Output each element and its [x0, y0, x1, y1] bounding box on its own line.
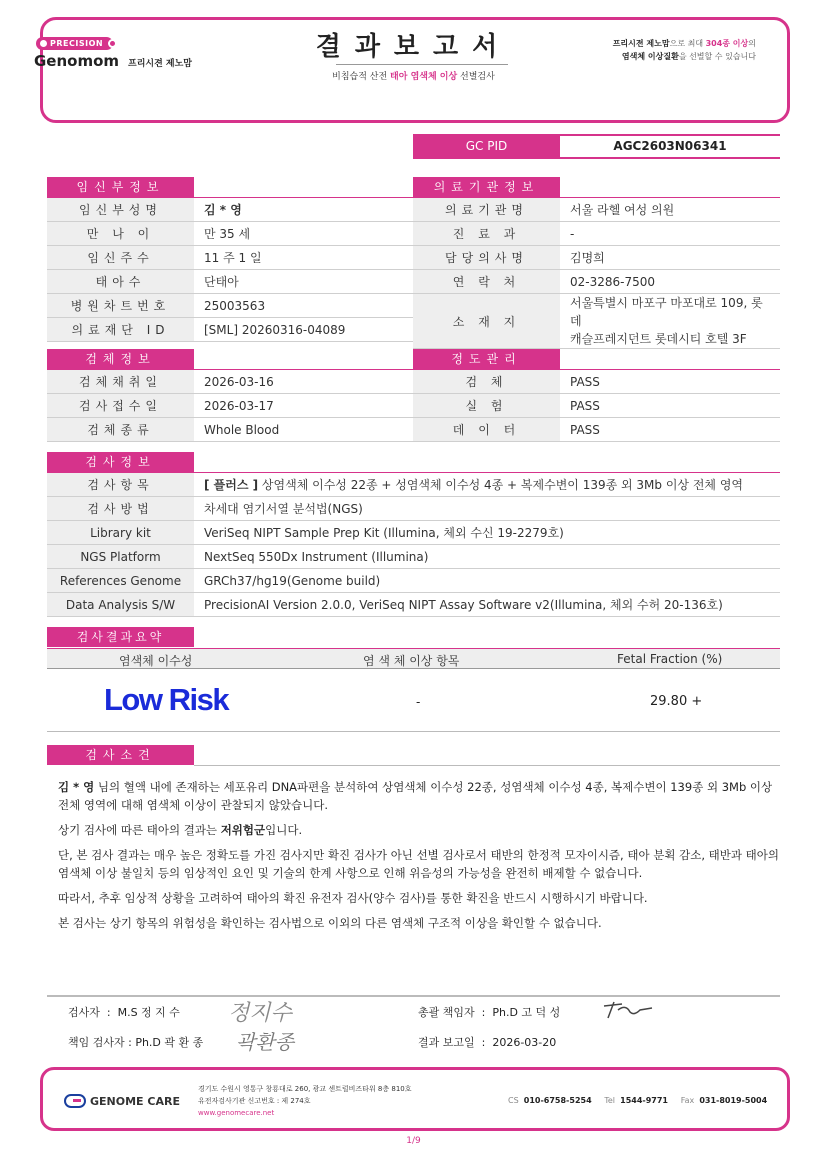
risk-result: Low Risk — [104, 682, 229, 717]
table-row — [47, 198, 413, 222]
findings-sentence: 님의 혈액 내에 존재하는 세포유리 DNA파편을 분석하여 상염색체 이수성 22종, 성염색체 이수성 4종, 복제수변이 139종 외 3Mb 이상 전체 영역에 대해 염색체 이상이 관찰되지 않았습니다. — [58, 780, 773, 812]
medical-info-table — [413, 197, 780, 349]
findings-paragraph — [58, 778, 780, 814]
address-line-1: 서울특별시 마포구 마포대로 109, 롯데 — [570, 296, 763, 328]
findings-rule — [194, 765, 780, 766]
address-line-2: 캐슬프레지던트 롯데시티 호텔 3F — [570, 332, 747, 346]
fax-label: Fax — [680, 1096, 695, 1105]
table-row — [413, 222, 780, 246]
field-value: GRCh37/hg19(Genome build) — [194, 569, 780, 593]
field-value: 서울 라헬 여성 의원 — [560, 198, 780, 222]
table-row — [47, 569, 780, 593]
table-row — [413, 370, 780, 394]
section-medical-info: 의료기관정보 — [413, 177, 560, 197]
gcpid-value: AGC2603N06341 — [560, 134, 780, 159]
cs-number: 010-6758-5254 — [523, 1096, 592, 1105]
result-header-row — [47, 648, 780, 669]
table-row — [47, 270, 413, 294]
report-date-row: 결과 보고일 : 2026-03-20 — [418, 1036, 557, 1049]
genome-care-mark-icon — [64, 1094, 86, 1108]
table-row — [413, 418, 780, 442]
table-row — [413, 198, 780, 222]
field-label: 검사항목 — [47, 473, 194, 497]
signature-divider — [47, 995, 780, 997]
qc-table — [413, 369, 780, 442]
field-label: 검체종류 — [47, 418, 194, 442]
field-value: - — [560, 222, 780, 246]
field-value: VeriSeq NIPT Sample Prep Kit (Illumina, 체외 수신 19-2279호) — [194, 521, 780, 545]
field-value: 11 주 1 일 — [194, 246, 413, 270]
page-title: 결과보고서 — [315, 32, 512, 62]
patient-name: 김 * 영 — [194, 198, 413, 222]
field-label: 임신주수 — [47, 246, 194, 270]
section-pregnant-info: 임신부정보 — [47, 177, 194, 197]
field-value: 25003563 — [194, 294, 413, 318]
qc-status: PASS — [560, 394, 780, 418]
col-abnormal-items: 염 색 체 이상 항목 — [363, 654, 460, 668]
field-value: 2026-03-16 — [194, 370, 413, 394]
table-row — [413, 246, 780, 270]
table-row — [47, 545, 780, 569]
field-value: NextSeq 550Dx Instrument (Illumina) — [194, 545, 780, 569]
registration-number: 유전자검사기관 신고번호 : 제 274호 — [198, 1097, 311, 1105]
field-value: [SML] 20260316-04089 — [194, 318, 413, 342]
field-label: Data Analysis S/W — [47, 593, 194, 617]
table-row — [47, 418, 413, 442]
page-number: 1/9 — [406, 1136, 421, 1146]
specimen-table — [47, 369, 413, 442]
chief-row: 총괄 책임자 : Ph.D 고 덕 성 — [418, 1006, 561, 1019]
table-row — [413, 394, 780, 418]
report-date-label: 결과 보고일 — [418, 1036, 475, 1049]
brand-subtitle: 프리시젼 제노맘 — [128, 59, 193, 69]
field-value: 김명희 — [560, 246, 780, 270]
findings-paragraph: 단, 본 검사 결과는 매우 높은 정확도를 가진 검사지만 확진 검사가 아닌 선별 검사로서 태반의 한정적 모자이시즘, 태아 분획 감소, 태반과 태아의 염색체 이상 불일치 등의 임상적인 요인 및 기술의 한계 사항으로 인해 위음성의 가능성을 완전히 배제할 수 없습니다. — [58, 848, 779, 880]
table-row — [47, 394, 413, 418]
abnormal-items-value: - — [416, 695, 421, 709]
chief-label: 총괄 책임자 — [418, 1006, 475, 1019]
field-label: 의료재단 ID — [47, 318, 194, 342]
field-label: 임신부성명 — [47, 198, 194, 222]
qc-status: PASS — [560, 418, 780, 442]
field-label: References Genome — [47, 569, 194, 593]
report-date-value: 2026-03-20 — [492, 1036, 557, 1049]
field-label: 만 나 이 — [47, 222, 194, 246]
gcpid-label: GC PID — [413, 134, 560, 159]
address-value — [560, 294, 780, 349]
test-plan-badge: [ 플러스 ] — [204, 478, 259, 492]
tel-label: Tel — [604, 1096, 616, 1105]
footer-contacts — [508, 1096, 767, 1105]
tester-row: 검사자 : M.S 정 지 수 — [68, 1006, 180, 1019]
tel-number: 1544-9771 — [620, 1096, 668, 1105]
findings-paragraph: 따라서, 추후 임상적 상황을 고려하여 태아의 확진 유전자 검사(양수 검사)를 통한 확진을 반드시 시행하시기 바랍니다. — [58, 891, 648, 905]
field-value: Whole Blood — [194, 418, 413, 442]
test-items-value — [194, 473, 780, 497]
table-row — [47, 246, 413, 270]
field-label: 의료기관명 — [413, 198, 560, 222]
test-info-table — [47, 472, 780, 617]
findings-sentence: 입니다. — [265, 823, 303, 837]
findings-paragraph: 본 검사는 상기 항목의 위험성을 확인하는 검사법으로 이외의 다른 염색체 구조적 이상을 확인할 수 없습니다. — [58, 916, 602, 930]
footer-address — [198, 1083, 412, 1119]
precision-badge: PRECISION — [36, 37, 113, 50]
field-label: NGS Platform — [47, 545, 194, 569]
address-line: 경기도 수원시 영통구 창룡대로 260, 광교 센트럴비즈타워 8층 810호 — [198, 1085, 412, 1093]
cs-label: CS — [508, 1096, 519, 1105]
table-row — [47, 497, 780, 521]
chief-name: Ph.D 고 덕 성 — [492, 1006, 561, 1019]
qc-status: PASS — [560, 370, 780, 394]
findings-text — [58, 778, 780, 939]
field-label: 검체채취일 — [47, 370, 194, 394]
tester-name: M.S 정 지 수 — [117, 1006, 180, 1019]
field-label: 데 이 터 — [413, 418, 560, 442]
field-value: PrecisionAI Version 2.0.0, VeriSeq NIPT Assay Software v2(Illumina, 체외 수허 20-136호) — [194, 593, 780, 617]
lead-signature: 곽환종 — [236, 1030, 294, 1054]
fax-number: 031-8019-5004 — [699, 1096, 768, 1105]
table-row — [413, 294, 780, 349]
field-label: Library kit — [47, 521, 194, 545]
patient-name: 김 * 영 — [58, 780, 95, 794]
field-label: 담당의사명 — [413, 246, 560, 270]
fetal-fraction-value: 29.80 + — [650, 694, 703, 709]
risk-group: 저위험군 — [220, 823, 266, 837]
table-row — [47, 294, 413, 318]
field-label: 진 료 과 — [413, 222, 560, 246]
field-value: 만 35 세 — [194, 222, 413, 246]
table-row — [47, 521, 780, 545]
col-aneuploidy: 염색체 이수성 — [119, 654, 193, 668]
table-row — [47, 593, 780, 617]
table-row — [47, 318, 413, 342]
section-specimen-info: 검체정보 — [47, 349, 194, 369]
pregnant-info-table — [47, 197, 413, 342]
field-value: 차세대 염기서열 분석법(NGS) — [194, 497, 780, 521]
header-tagline: 프리시젼 제노맘으로 최대 304종 이상의 염색체 이상질환을 선별할 수 있습니다 — [612, 39, 756, 61]
title-divider — [336, 64, 508, 65]
field-label: 검사접수일 — [47, 394, 194, 418]
genome-care-logo: GENOME CARE — [64, 1094, 180, 1108]
field-label: 검 체 — [413, 370, 560, 394]
section-test-info: 검사정보 — [47, 452, 194, 472]
col-fetal-fraction: Fetal Fraction (%) — [617, 652, 723, 666]
result-divider — [47, 731, 780, 732]
website-link[interactable]: www.genomecare.net — [198, 1109, 275, 1117]
table-row — [413, 270, 780, 294]
field-label: 연 락 처 — [413, 270, 560, 294]
section-findings: 검사소견 — [47, 745, 194, 765]
table-row — [47, 370, 413, 394]
field-label: 병원차트번호 — [47, 294, 194, 318]
findings-sentence: 상기 검사에 따른 태아의 결과는 — [58, 823, 221, 837]
field-label: 태아수 — [47, 270, 194, 294]
field-value: 02-3286-7500 — [560, 270, 780, 294]
page-subtitle: 비침습적 산전 태아 염색체 이상 선별검사 — [332, 72, 495, 82]
chief-signature — [600, 998, 656, 1024]
field-label: 검사방법 — [47, 497, 194, 521]
section-result-summary: 검사결과요약 — [47, 627, 194, 647]
field-label: 실 험 — [413, 394, 560, 418]
field-value: 단태아 — [194, 270, 413, 294]
field-label: 소 재 지 — [413, 294, 560, 349]
field-value: 2026-03-17 — [194, 394, 413, 418]
test-items-text: 상염색체 이수성 22종 + 성염색체 이수성 4종 + 복제수변이 139종 외 3Mb 이상 전체 영역 — [258, 478, 744, 492]
brand-logo: Genomom — [34, 52, 120, 70]
findings-paragraph — [58, 821, 780, 839]
lead-tester-row: 책임 검사자 : Ph.D 곽 환 종 — [68, 1036, 204, 1049]
tester-signature: 정지수 — [228, 1001, 292, 1026]
table-row — [47, 473, 780, 497]
tester-label: 검사자 — [68, 1006, 100, 1019]
section-qc: 정도관리 — [413, 349, 560, 369]
table-row — [47, 222, 413, 246]
